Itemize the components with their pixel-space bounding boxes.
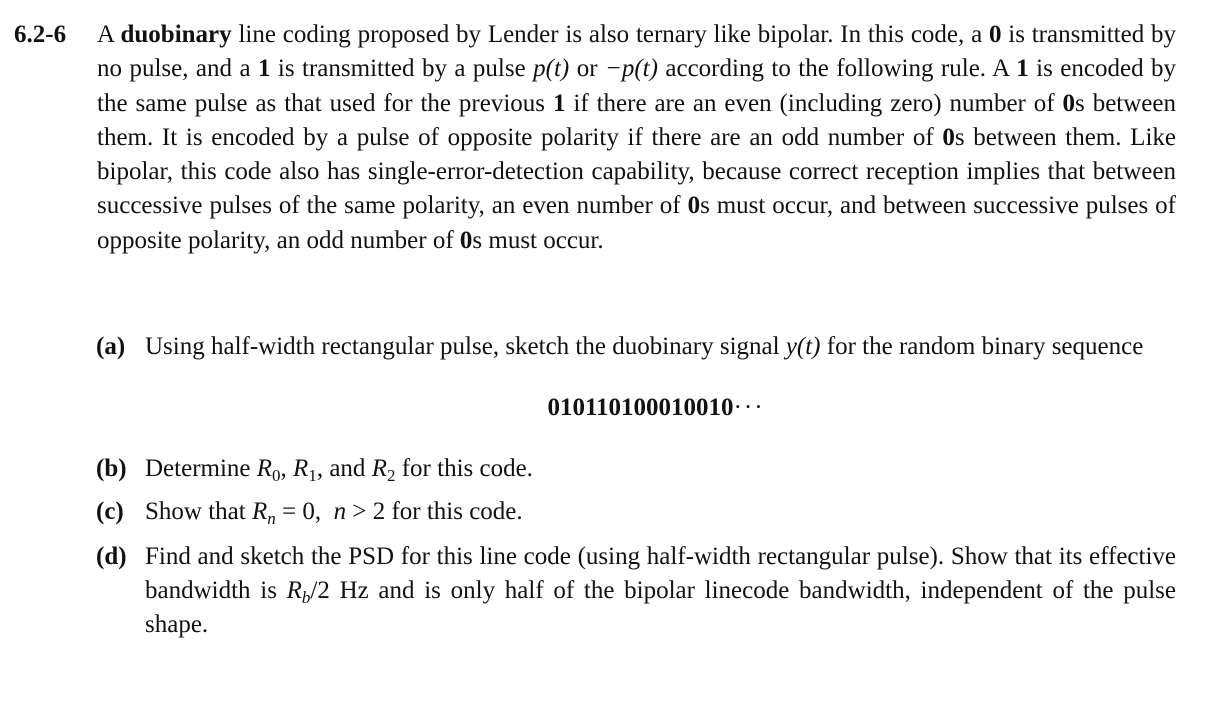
problem-6-2-6 [14,18,1176,258]
part-a [96,330,1176,364]
problem-parts [96,330,1176,642]
part-d-text: Find and sketch the PSD for this line code (using half-width rectangular pulse). Show that its effective bandwidth is $R_b/2$ Hz and is only half of the bipolar linecode bandwidth, independent of the pulse shape. [145,543,1176,638]
sequence-digits: 010110100010010 [547,394,734,421]
part-b-label: (b) [96,455,127,482]
part-a-text: Using half-width rectangular pulse, sketch the duobinary signal y(t) for the random binary sequence [145,333,1144,360]
problem-statement: A duobinary line coding proposed by Lender is also ternary like bipolar. In this code, a 0 is transmitted by no pulse, and a 1 is transmitted by a pulse p(t) or −p(t) according to the following rule. A 1 is encoded by the same pulse as that used for the previous 1 if there are an even (including zero) number of 0s between them. It is encoded by a pulse of opposite polarity if there are an odd number of 0s between them. Like bipolar, this code also has single-error-detection capability, because correct reception implies that between successive pulses of the same polarity, an even number of 0s must occur, and between successive pulses of opposite polarity, an odd number of 0s must occur. [97,21,1177,254]
part-c-label: (c) [96,498,124,525]
part-d [96,540,1176,642]
part-c [96,495,1176,529]
part-b [96,452,1176,486]
part-b-text: Determine $R_0$, $R_1$, and $R_2$ for this code. [145,455,533,485]
binary-sequence [96,394,1176,422]
problem-number: 6.2-6 [14,21,67,48]
part-a-label: (a) [96,333,126,360]
part-d-label: (d) [96,543,127,570]
sequence-ellipsis: ··· [733,394,765,421]
part-c-text: Show that $R_n = 0$, n > 2 for this code. [145,498,523,528]
